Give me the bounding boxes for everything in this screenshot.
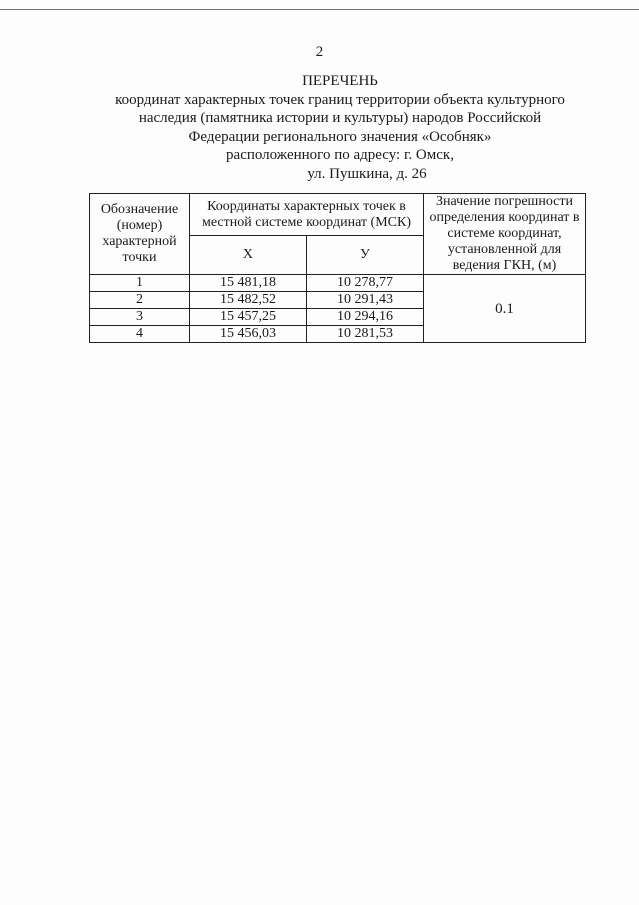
cell-x: 15 457,25 (190, 309, 307, 326)
cell-point: 1 (90, 275, 190, 292)
header-error: Значение погрешности определения координат в системе координат, установленной для ведения ГКН, (м) (424, 194, 586, 275)
cell-error-value: 0.1 (424, 275, 586, 343)
cell-y: 10 278,77 (306, 275, 423, 292)
header-y: У (306, 236, 423, 275)
scan-top-border (0, 9, 639, 10)
heading-line: координат характерных точек границ территории объекта культурного (115, 91, 565, 108)
heading-line: расположенного по адресу: г. Омск, (226, 147, 454, 163)
heading-line: наследия (памятника истории и культуры) народов Российской (138, 110, 542, 126)
heading-line: ул. Пушкина, д. 26 (307, 165, 427, 182)
document-heading (60, 72, 620, 183)
cell-point: 4 (90, 326, 190, 343)
cell-point: 2 (90, 292, 190, 309)
table-row (90, 275, 586, 292)
cell-y: 10 294,16 (306, 309, 423, 326)
coordinates-table (89, 193, 586, 343)
document-title: ПЕРЕЧЕНЬ (302, 73, 378, 89)
cell-x: 15 481,18 (190, 275, 307, 292)
header-coordinates: Координаты характерных точек в местной системе координат (МСК) (190, 194, 424, 236)
cell-y: 10 281,53 (306, 326, 423, 343)
header-designation: Обозначение (номер) характерной точки (90, 194, 190, 275)
header-x: Х (190, 236, 307, 275)
cell-x: 15 482,52 (190, 292, 307, 309)
cell-point: 3 (90, 309, 190, 326)
page-number: 2 (315, 44, 324, 60)
cell-x: 15 456,03 (190, 326, 307, 343)
cell-y: 10 291,43 (306, 292, 423, 309)
heading-line: Федерации регионального значения «Особняк» (188, 128, 492, 145)
